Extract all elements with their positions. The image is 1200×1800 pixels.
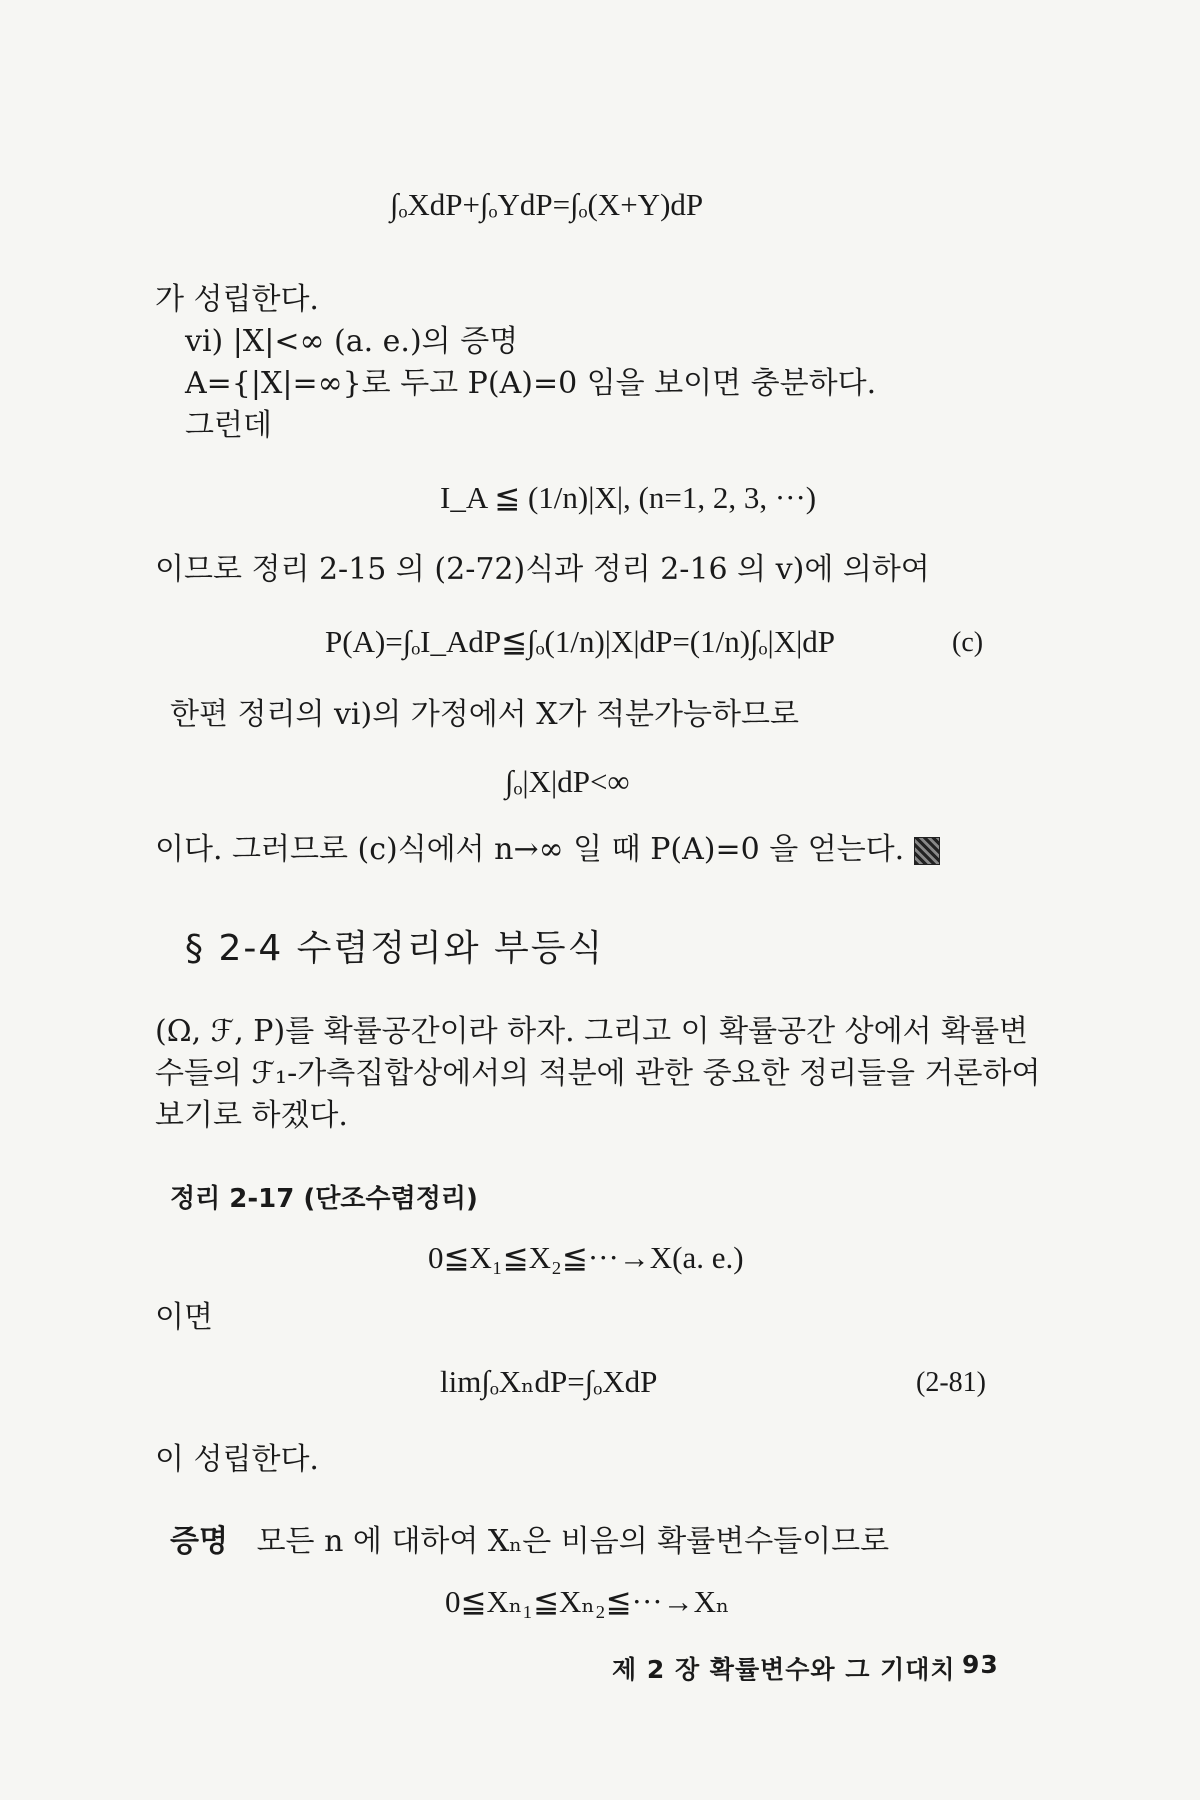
qed-square-icon [914,837,940,865]
footer-chapter: 제 2 장 확률변수와 그 기대치 [612,1655,956,1684]
proof-text: 모든 n 에 대하여 Xₙ은 비음의 확률변수들이므로 [256,1524,890,1559]
text-conclusion [155,830,940,870]
theorem-title: 정리 2-17 (단조수렴정리) [170,1184,478,1214]
equation-c: P(A)=∫ₒI_AdP≦∫ₒ(1/n)|X|dP=(1/n)∫ₒ|X|dP [325,624,836,659]
equation-monotone-sequence: 0≦X₁≦X₂≦···→X(a. e.) [428,1240,744,1275]
section-title: § 2-4 수렴정리와 부등식 [185,928,605,969]
equation-finite-integral: ∫ₒ|X|dP<∞ [505,764,630,799]
equation-number-2-81: (2-81) [916,1367,986,1398]
text-meanwhile: 한편 정리의 vi)의 가정에서 X가 적분가능하므로 [170,697,799,732]
proof-paragraph [170,1522,889,1562]
proof-label: 증명 [170,1524,228,1559]
text-holds-1: 가 성립한다. [155,282,319,317]
text-vi-proof: vi) |X|<∞ (a. e.)의 증명 [185,324,519,359]
equation-indicator-bound: I_A ≦ (1/n)|X|, (n=1, 2, 3, ···) [440,480,817,515]
text-intro-line-3: 보기로 하겠다. [155,1098,348,1133]
text-set-a: A={|X|=∞}로 두고 P(A)=0 임을 보이면 충분하다. [185,366,877,401]
equation-sum-integrals: ∫ₒXdP+∫ₒYdP=∫ₒ(X+Y)dP [390,187,704,222]
text-then: 이면 [155,1300,213,1335]
equation-2-81: lim∫ₒXₙdP=∫ₒXdP [440,1364,658,1399]
text-intro-line-1: (Ω, ℱ, P)를 확률공간이라 하자. 그리고 이 확률공간 상에서 확률변 [155,1014,1029,1049]
text-intro-line-2: 수들의 ℱ₁-가측집합상에서의 적분에 관한 중요한 정리들을 거론하여 [155,1056,1041,1091]
equation-number-c: (c) [952,627,984,658]
conclusion-text: 이다. 그러므로 (c)식에서 n→∞ 일 때 P(A)=0 을 얻는다. [155,832,905,867]
text-however: 그런데 [185,408,272,443]
text-by-theorem: 이므로 정리 2-15 의 (2-72)식과 정리 2-16 의 v)에 의하여 [155,552,930,587]
footer-page-number: 93 [962,1650,999,1679]
equation-sequence: 0≦Xₙ₁≦Xₙ₂≦···→Xₙ [445,1584,730,1619]
text-holds-2: 이 성립한다. [155,1442,319,1477]
